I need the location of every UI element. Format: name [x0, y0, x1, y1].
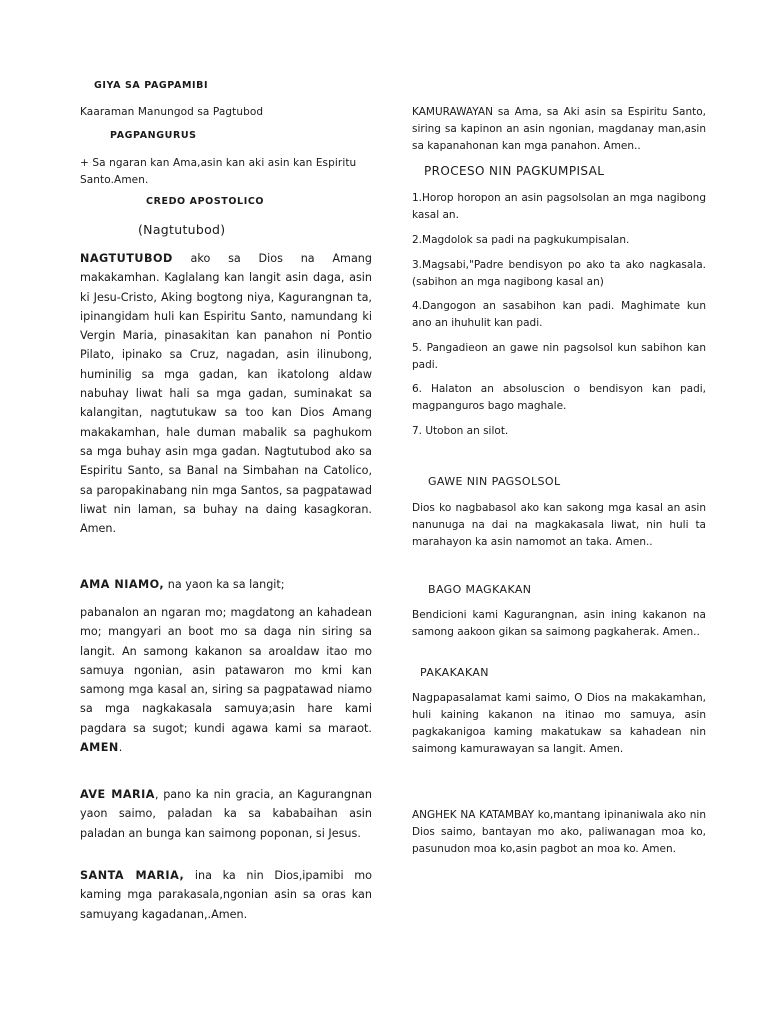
giya-heading: GIYA SA PAGPAMIBI [94, 80, 209, 91]
step-7: 7. Utobon an silot. [412, 425, 509, 437]
step-1: 1.Horop horopon an asin pagsolsolan an mga nagibong kasal an. [412, 192, 706, 221]
gawe-heading: GAWE NIN PAGSOLSOL [428, 475, 561, 488]
bago-heading: BAGO MAGKAKAN [428, 583, 532, 596]
kamurawayan-paragraph: KAMURAWAYAN sa Ama, sa Aki asin sa Espiritu Santo, siring sa kapinon an asin ngonian, magdanay man,asin sa kapanahonan kan mga panahon. Amen.. [412, 106, 706, 152]
santa-paragraph [80, 866, 372, 924]
pakakakan-heading: PAKAKAKAN [420, 666, 489, 679]
ama-end: AMEN [80, 741, 119, 755]
kaaraman-line: Kaaraman Manungod sa Pagtubod [80, 106, 264, 118]
ave-paragraph [80, 785, 372, 843]
step-5: 5. Pangadieon an gawe nin pagsolsol kun sabihon kan padi. [412, 342, 706, 371]
pagpangurus-heading: PAGPANGURUS [110, 130, 197, 141]
ama-period: . [118, 741, 123, 755]
ama-first-line [80, 575, 372, 594]
credo-paragraph [80, 249, 372, 538]
credo-subtitle: (Nagtutubod) [138, 222, 226, 237]
credo-heading: CREDO APOSTOLICO [146, 196, 265, 207]
step-4: 4.Dangogon an sasabihon kan padi. Maghimate kun ano an ihuhulit kan padi. [412, 300, 706, 329]
credo-lead: NAGTUTUBOD [80, 252, 173, 265]
anghek-paragraph: ANGHEK NA KATAMBAY ko,mantang ipinaniwala ako nin Dios saimo, bantayan mo ako, paliwanagan moa ko, pasunudon moa ko,asin pagbot an moa ko. Amen. [412, 809, 706, 855]
step-2: 2.Magdolok sa padi na pagkukumpisalan. [412, 234, 630, 246]
pakakakan-paragraph: Nagpapasalamat kami saimo, O Dios na makakamhan, huli kaining kakanon na itinao mo samuya, asin pagkakanigoa kaming makatukaw sa kahadean nin saimong kamurawayan sa langit. Amen. [412, 692, 706, 755]
gawe-paragraph: Dios ko nagbabasol ako kan sakong mga kasal an asin nanunuga na dai na magkakasala liwat, nin huli ta marahayon ka asin namomot an taka. Amen.. [412, 502, 706, 548]
ave-lead: AVE MARIA [80, 788, 155, 801]
credo-text: ako sa Dios na Amang makakamhan. Kaglalang kan langit asin daga, asin ki Jesu-Cristo, Aking bogtong niya, Kagurangnan ta, ipinangidam huli kan Espiritu Santo, namundang ki Vergin Maria, pinasakitan kan panahon ni Pontio Pilato, ipinako sa Cruz, nagadan, asin ilinubong, huminilig sa mga gadan, kan ikatolong aldaw nabuhay liwat hali sa mga gadan, suminakat sa kalangitan, nagtutukaw sa too kan Dios Amang makakamhan, hale duman mabalik sa paghukom sa mga buhay asin mga gadan. Nagtutubod ako sa Espiritu Santo, sa Banal na Simbahan na Catolico, sa paropakinabang nin mga Santos, sa pagpatawad liwat nin laman, sa buhay na daing kasagkoran. Amen. [80, 252, 372, 536]
santa-text: ina ka nin Dios,ipamibi mo kaming mga parakasala,ngonian asin sa oras kan samuyang kagadanan,.Amen. [80, 869, 373, 921]
bago-paragraph: Bendicioni kami Kagurangnan, asin ining kakanon na samong aakoon gikan sa saimong pagkaherak. Amen.. [412, 609, 706, 638]
step-3: 3.Magsabi,"Padre bendisyon po ako ta ako nagkasala.(sabihon an mga nagibong kasal an) [412, 259, 706, 288]
ama-text: pabanalon an ngaran mo; magdatong an kahadean mo; mangyari an boot mo sa daga nin siring sa langit. An samong kakanon sa aroaldaw itao mo samuya ngonian, asin patawaron mo kmi kan samong mga kasal an, siring sa pagpatawad niamo sa mga nagkakasala samuya;asin hare kami pagdara sa sugot; kundi agawa kami sa maraot. [80, 606, 372, 735]
ama-lead: AMA NIAMO, [80, 578, 165, 591]
ama-paragraph [80, 603, 372, 757]
ave-text: , pano ka nin gracia, an Kagurangnan yaon saimo, paladan ka sa kababaihan asin paladan an bunga kan saimong poponan, si Jesus. [80, 788, 372, 840]
santa-lead: SANTA MARIA, [80, 869, 185, 882]
step-6: 6. Halaton an absoluscion o bendisyon kan padi, magpanguros bago maghale. [412, 383, 706, 412]
ama-first-text: na yaon ka sa langit; [164, 578, 285, 591]
proceso-heading: PROCESO NIN PAGKUMPISAL [424, 164, 605, 178]
sign-of-cross: + Sa ngaran kan Ama,asin kan aki asin kan Espiritu Santo.Amen. [80, 157, 357, 186]
